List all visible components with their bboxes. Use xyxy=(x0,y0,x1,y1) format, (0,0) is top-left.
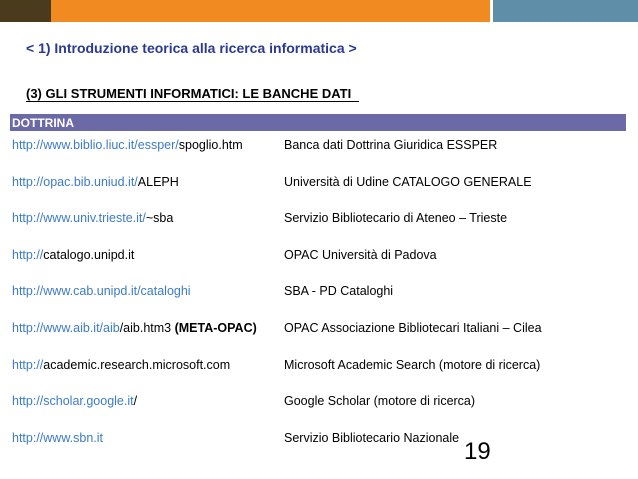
top-bar-blue-segment xyxy=(493,0,638,22)
list-item xyxy=(12,207,626,244)
section-label: DOTTRINA xyxy=(12,116,74,130)
database-link[interactable]: http://www.biblio.liuc.it/essper/spoglio.htm xyxy=(12,138,243,152)
database-description: OPAC Associazione Bibliotecari Italiani – Cilea xyxy=(284,320,542,335)
database-description: Google Scholar (motore di ricerca) xyxy=(284,394,476,409)
list-item xyxy=(12,317,626,354)
list-item xyxy=(12,171,626,208)
page-number: 19 xyxy=(464,438,491,465)
title-open: < 1) xyxy=(26,40,51,56)
slide-subtitle: (3) GLI STRUMENTI INFORMATICI: LE BANCHE DATI xyxy=(26,86,359,102)
title-close: > xyxy=(348,40,357,56)
database-description: OPAC Università di Padova xyxy=(284,247,437,262)
top-bar-orange-segment xyxy=(51,0,490,22)
list-item xyxy=(12,134,626,171)
slide-title xyxy=(26,40,357,56)
list-item xyxy=(12,280,626,317)
database-description: Università di Udine CATALOGO GENERALE xyxy=(284,174,532,189)
database-link[interactable]: http://academic.research.microsoft.com xyxy=(12,357,231,372)
database-link[interactable]: http://www.cab.unipd.it/cataloghi xyxy=(12,284,191,299)
database-description: Microsoft Academic Search (motore di ricerca) xyxy=(284,357,541,372)
list-item xyxy=(12,427,626,464)
section-band xyxy=(10,114,626,131)
list-item xyxy=(12,390,626,427)
database-description: Banca dati Dottrina Giuridica ESSPER xyxy=(284,138,498,152)
database-description: SBA - PD Cataloghi xyxy=(284,284,394,299)
top-bar-dark-segment xyxy=(0,0,51,22)
list-item xyxy=(12,244,626,281)
database-link[interactable]: http://www.sbn.it xyxy=(12,430,104,445)
database-list xyxy=(12,134,626,463)
list-item xyxy=(12,354,626,391)
database-description: Servizio Bibliotecario di Ateneo – Trieste xyxy=(284,211,508,226)
database-description: Servizio Bibliotecario Nazionale xyxy=(284,430,460,445)
database-link[interactable]: http://scholar.google.it/ xyxy=(12,394,138,409)
database-link[interactable]: http://www.univ.trieste.it/~sba xyxy=(12,211,174,226)
database-link[interactable]: http://www.aib.it/aib/aib.htm3 (META-OPAC) xyxy=(12,320,257,335)
database-link[interactable]: http://opac.bib.uniud.it/ALEPH xyxy=(12,174,179,189)
title-text: Introduzione teorica alla ricerca informatica xyxy=(54,40,345,56)
database-link[interactable]: http://catalogo.unipd.it xyxy=(12,247,135,262)
top-color-bar xyxy=(0,0,638,22)
